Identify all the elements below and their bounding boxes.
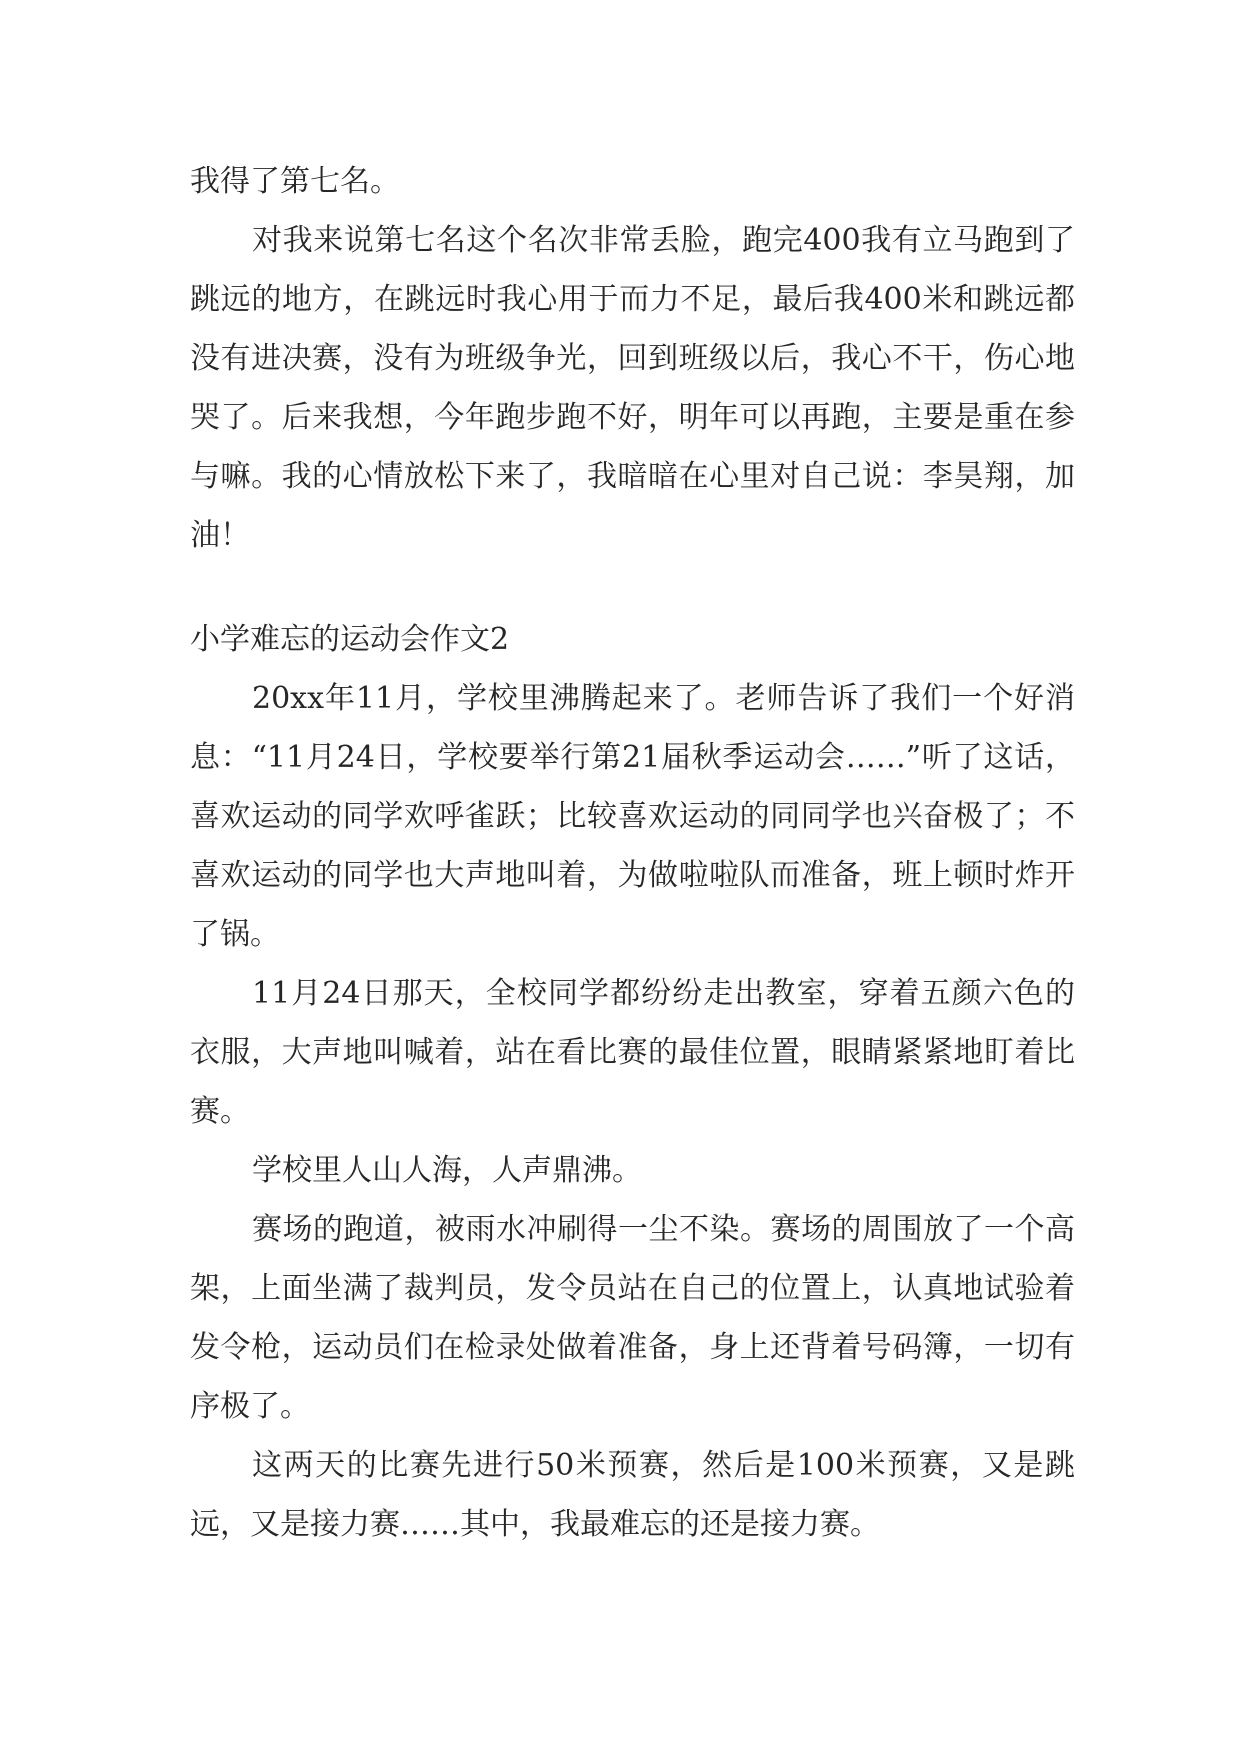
paragraph-announcement: 20xx年11月，学校里沸腾起来了。老师告诉了我们一个好消息：“11月24日，学校要举行第21届秋季运动会……”听了这话，喜欢运动的同学欢呼雀跃；比较喜欢运动的同同学也兴奋极了；不喜欢运动的同学也大声地叫着，为做啦啦队而准备，班上顿时炸开了锅。 [190, 681, 1075, 952]
document-body [190, 152, 1075, 1554]
paragraph-sports-day: 11月24日那天，全校同学都纷纷走出教室，穿着五颜六色的衣服，大声地叫喊着，站在看比赛的最佳位置，眼睛紧紧地盯着比赛。 [190, 976, 1075, 1129]
paragraph-crowd: 学校里人山人海，人声鼎沸。 [252, 1153, 642, 1188]
paragraph-events: 这两天的比赛先进行50米预赛，然后是100米预赛，又是跳远，又是接力赛……其中，我最难忘的还是接力赛。 [190, 1448, 1075, 1542]
paragraph-result: 我得了第七名。 [190, 164, 400, 199]
section-title: 小学难忘的运动会作文2 [190, 622, 510, 657]
section-spacer [190, 565, 1075, 610]
paragraph-track: 赛场的跑道，被雨水冲刷得一尘不染。赛场的周围放了一个高架，上面坐满了裁判员，发令员站在自己的位置上，认真地试验着发令枪，运动员们在检录处做着准备，身上还背着号码簿，一切有序极了。 [190, 1212, 1075, 1424]
paragraph-reflection: 对我来说第七名这个名次非常丢脸，跑完400我有立马跑到了跳远的地方，在跳远时我心用于而力不足，最后我400米和跳远都没有进决赛，没有为班级争光，回到班级以后，我心不干，伤心地哭了。后来我想，今年跑步跑不好，明年可以再跑，主要是重在参与嘛。我的心情放松下来了，我暗暗在心里对自己说：李昊翔，加油！ [190, 223, 1075, 553]
